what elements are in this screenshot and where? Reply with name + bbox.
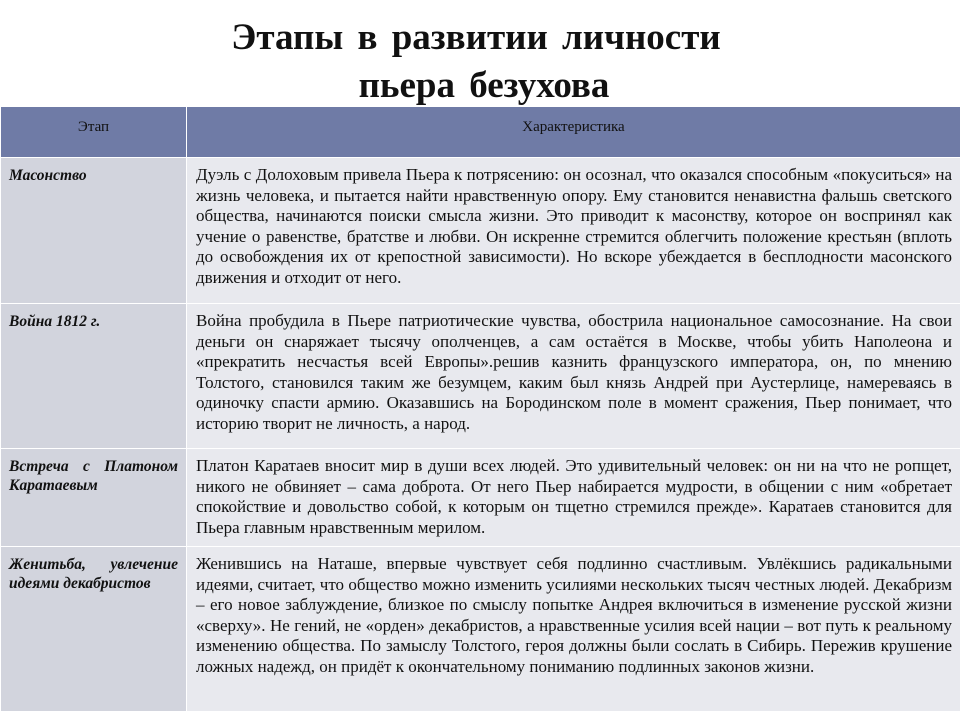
description-cell: Платон Каратаев вносит мир в души всех людей. Это удивительный человек: он ни на что не ропщет, никого не обвиняет – сама доброта. От него Пьер набирается мудрости, в общении с ним «обретает спокойствие и довольство собой, к которым он тщетно стремился прежде». Каратаев становится для Пьера главным нравственным мерилом. [187,449,960,547]
stage-cell [1,547,187,712]
description-cell: Дуэль с Долоховым привела Пьера к потрясению: он осознал, что оказался способным «покуситься» на жизнь человека, и пытается найти нравственную опору. Ему становится ненавистна фальшь светского общества, начинаются поиски смысла жизни. Это приводит к масонству, которое он воспринял как учение о равенстве, братстве и любви. Он искренне стремится облегчить положение крестьян (вплоть до освобождения их от крепостной зависимости). Но вскоре убеждается в бесплодности масонского движения и отходит от него. [187,158,960,304]
stage-cell [1,304,187,449]
header-stage: Этап [1,107,187,158]
stage-cell [1,158,187,304]
stage-cell [1,449,187,547]
stage-label: Женитьба, увлечение идеями декабристов [9,556,178,592]
stage-label: Встреча с Платоном Каратаевым [9,458,178,494]
table-row [1,449,960,547]
title-line-2: пьера безухова [358,65,610,106]
description-cell: Женившись на Наташе, впервые чувствует себя подлинно счастливым. Увлёкшись радикальными идеями, считает, что общество можно изменить усилиями нескольких тысяч честных людей. Декабризм – его новое заблуждение, близкое по смыслу попытке Андрея включиться в изменение русской жизни «сверху». Не гений, не «орден» декабристов, а нравственные усилия всей нации – вот путь к реальному изменению общества. По замыслу Толстого, героя должны были сослать в Сибирь. Пережив крушение ложных надежд, он придёт к окончательному пониманию подлинных законов жизни. [187,547,960,712]
table-row [1,547,960,712]
stages-table [0,106,960,712]
description-cell: Война пробудила в Пьере патриотические чувства, обострила национальное самосознание. На свои деньги он снаряжает тысячу ополченцев, а сам остаётся в Москве, чтобы убить Наполеона и «прекратить несчастья всей Европы».решив казнить французского императора, он, по мнению Толстого, становился таким же безумцем, каким был князь Андрей при Аустерлице, намереваясь в одиночку спасти армию. Оказавшись на Бородинском поле в момент сражения, Пьер понимает, что историю творит не личность, а народ. [187,304,960,449]
stage-label: Масонство [9,167,87,184]
title-line-1: Этапы в развитии личности [231,17,721,58]
table-row [1,158,960,304]
table-row [1,304,960,449]
page-title [0,14,960,110]
stage-label: Война 1812 г. [9,313,101,330]
table-header-row [1,107,960,158]
header-characteristic: Характеристика [187,107,960,158]
